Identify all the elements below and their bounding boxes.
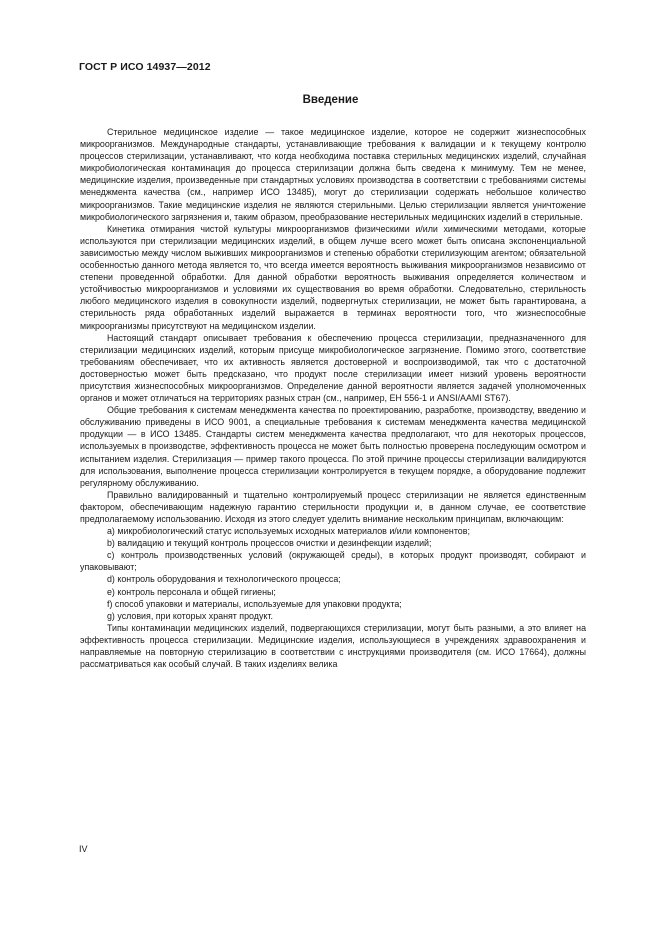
section-title: Введение [302, 94, 359, 106]
paragraph-1: Стерильное медицинское изделие — такое медицинское изделие, которое не содержит жизнеспособных микроорганизмов. Международные стандарты, устанавливающие требования к валидации и к текущему контролю процессов стерилизации, устанавливают, что когда необходима поставка стерильных медицинских изделий, случайная микробиологическая контаминация до процесса стерилизации должна быть сведена к минимуму. Тем не менее, медицинские изделия, произведенные при стандартных условиях производства в соответствии с требованиями системы менеджмента качества (см., например ИСО 13485), могут до стерилизации содержать небольшое количество микроорганизмов. Такие медицинские изделия не являются стерильными. Целью стерилизации является уничтожение микробиологического загрязнения и, таким образом, преобразование нестерильных медицинских изделий в стерильные. [80, 127, 586, 222]
list-item-g: g) условия, при которых хранят продукт. [107, 610, 273, 621]
standard-designation: ГОСТ Р ИСО 14937—2012 [79, 61, 211, 73]
paragraph-4: Общие требования к системам менеджмента качества по проектированию, разработке, производству, введению и обслуживанию приведены в ИСО 9001, а специальные требования к системам менеджмента качества медицинской продукции — в ИСО 13485. Стандарты систем менеджмента качества предполагают, что для некоторых процессов, используемых в производстве, эффективность процесса не может быть полностью проверена последующим осмотром и испытанием изделия. Стерилизация — пример такого процесса. По этой причине процессы стерилизации валидируются для использования, выполнение процесса стерилизации контролируется в текущем порядке, а оборудование подлежит регулярному обслуживанию. [80, 405, 586, 488]
paragraph-6: Типы контаминации медицинских изделий, подвергающихся стерилизации, могут быть разными, а это влияет на эффективность процесса стерилизации. Медицинские изделия, использующиеся в учреждениях здравоохранения и направляемые на повторную стерилизацию в соответствии с инструкциями производителя (см. ИСО 17664), должны рассматриваться как особый случай. В таких изделиях велика [80, 622, 586, 670]
body-text [80, 126, 586, 670]
list-item-d: d) контроль оборудования и технологического процесса; [107, 574, 341, 585]
list-item-b: b) валидацию и текущий контроль процессов очистки и дезинфекции изделий; [107, 538, 432, 549]
paragraph-3: Настоящий стандарт описывает требования к обеспечению процесса стерилизации, предназначенного для стерилизации медицинских изделий, которым присуще микробиологическое загрязнение. Помимо этого, соответствие требованиям обеспечивает, что их активность является достоверной и воспроизводимой, так что с достаточной достоверностью может быть предсказано, что продукт после стерилизации имеет низкий уровень вероятности присутствия жизнеспособных микроорганизмов. Определение данной вероятности является задачей уполномоченных органов и может отличаться на территориях разных стран (см., например, ЕН 556-1 и ANSI/AAMI ST67). [80, 332, 586, 404]
list-item-c: c) контроль производственных условий (окружающей среды), в которых продукт производят, собирают и упаковывают; [80, 550, 586, 573]
list-item-f: f) способ упаковки и материалы, используемые для упаковки продукта; [107, 598, 402, 609]
list-item-e: e) контроль персонала и общей гигиены; [107, 586, 276, 597]
list-item-a: a) микробиологический статус используемых исходных материалов и/или компонентов; [107, 526, 470, 537]
page-number: IV [79, 844, 88, 854]
paragraph-5: Правильно валидированный и тщательно контролируемый процесс стерилизации не является единственным фактором, обеспечивающим надежную гарантию стерильности продукции и, в данном случае, ее соответствие предполагаемому использованию. Исходя из этого следует уделить внимание нескольким принципам, включающим: [80, 489, 586, 524]
paragraph-2: Кинетика отмирания чистой культуры микроорганизмов физическими и/или химическими методами, которые используются при стерилизации медицинских изделий, в общем лучше всего может быть описана экспоненциальной зависимостью между числом выживших микроорганизмов и степенью обработки стерилизующим агентом; обязательной особенностью данного метода является то, что всегда имеется вероятность выживания микроорганизмов независимо от степени проведенной обработки. Для данной обработки вероятность выживания определяется количеством и устойчивостью микроорганизмов и условиями их существования во время обработки. Следовательно, стерильность любого медицинского изделия в совокупности изделий, подвергнутых стерилизации, не может быть гарантирована, а стерильность ряда обработанных изделий выражается в терминах вероятности того, что жизнеспособные микроорганизмы присутствуют на медицинском изделии. [80, 223, 586, 331]
